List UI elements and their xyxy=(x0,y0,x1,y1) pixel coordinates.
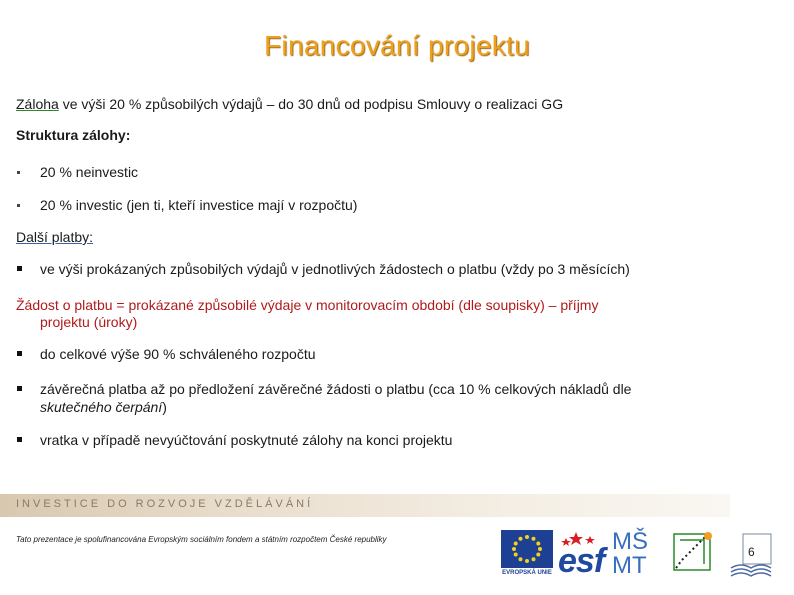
esf-logo xyxy=(556,530,606,578)
other-payments-heading: Další platby: xyxy=(16,229,94,245)
payment-request-line: Žádost o platbu = prokázané způsobilé výdaje v monitorovacím období (dle soupisky) – příjmy xyxy=(16,297,599,313)
payment-item: závěrečná platba až po předložení závěrečné žádosti o platbu (cca 10 % celkových nákladů dle xyxy=(40,381,632,397)
slide-title: Financování projektu xyxy=(264,30,530,61)
structure-item: 20 % neinvestic xyxy=(40,164,139,180)
payment-item: vratka v případě nevyúčtování poskytnuté zálohy na konci projektu xyxy=(40,432,453,448)
structure-item: 20 % investic (jen ti, kteří investice mají v rozpočtu) xyxy=(40,197,358,213)
advance-keyword: Záloha xyxy=(16,96,59,112)
payment-item-italic: skutečného čerpání xyxy=(40,399,163,415)
msmt-logo xyxy=(610,528,662,580)
op-emblem-logo xyxy=(664,530,718,578)
eu-logo xyxy=(501,530,553,578)
other-payments-item: ve výši prokázaných způsobilých výdajů v jednotlivých žádostech o platbu (vždy po 3 měsících) xyxy=(40,261,630,277)
msmt-text: MŠ MT xyxy=(612,528,648,579)
op-emblem-icon xyxy=(664,530,718,578)
payment-item-tail: ) xyxy=(162,399,167,415)
eu-flag-icon xyxy=(501,530,553,568)
esf-text: esf xyxy=(558,542,605,580)
bullet-square xyxy=(17,437,22,442)
eu-caption: EVROPSKÁ UNIE xyxy=(502,570,552,576)
payment-item-continuation xyxy=(40,398,167,416)
structure-heading: Struktura zálohy: xyxy=(16,127,131,143)
bullet-square xyxy=(17,266,22,271)
payment-request-line-2: projektu (úroky) xyxy=(40,314,138,330)
bullet-dot xyxy=(17,171,20,174)
footer-banner-text: INVESTICE DO ROZVOJE VZDĚLÁVÁNÍ xyxy=(16,498,314,510)
payment-item: do celkové výše 90 % schváleného rozpočtu xyxy=(40,346,316,362)
advance-line xyxy=(16,95,563,113)
bullet-square xyxy=(17,351,22,356)
advance-text: ve výši 20 % způsobilých výdajů – do 30 dnů od podpisu Smlouvy o realizaci GG xyxy=(58,96,564,112)
funding-footnote: Tato prezentace je spolufinancována Evropským sociálním fondem a státním rozpočtem České republiky xyxy=(16,535,387,544)
bullet-square xyxy=(17,386,22,391)
bullet-dot xyxy=(17,204,20,207)
page-number: 6 xyxy=(748,545,755,559)
